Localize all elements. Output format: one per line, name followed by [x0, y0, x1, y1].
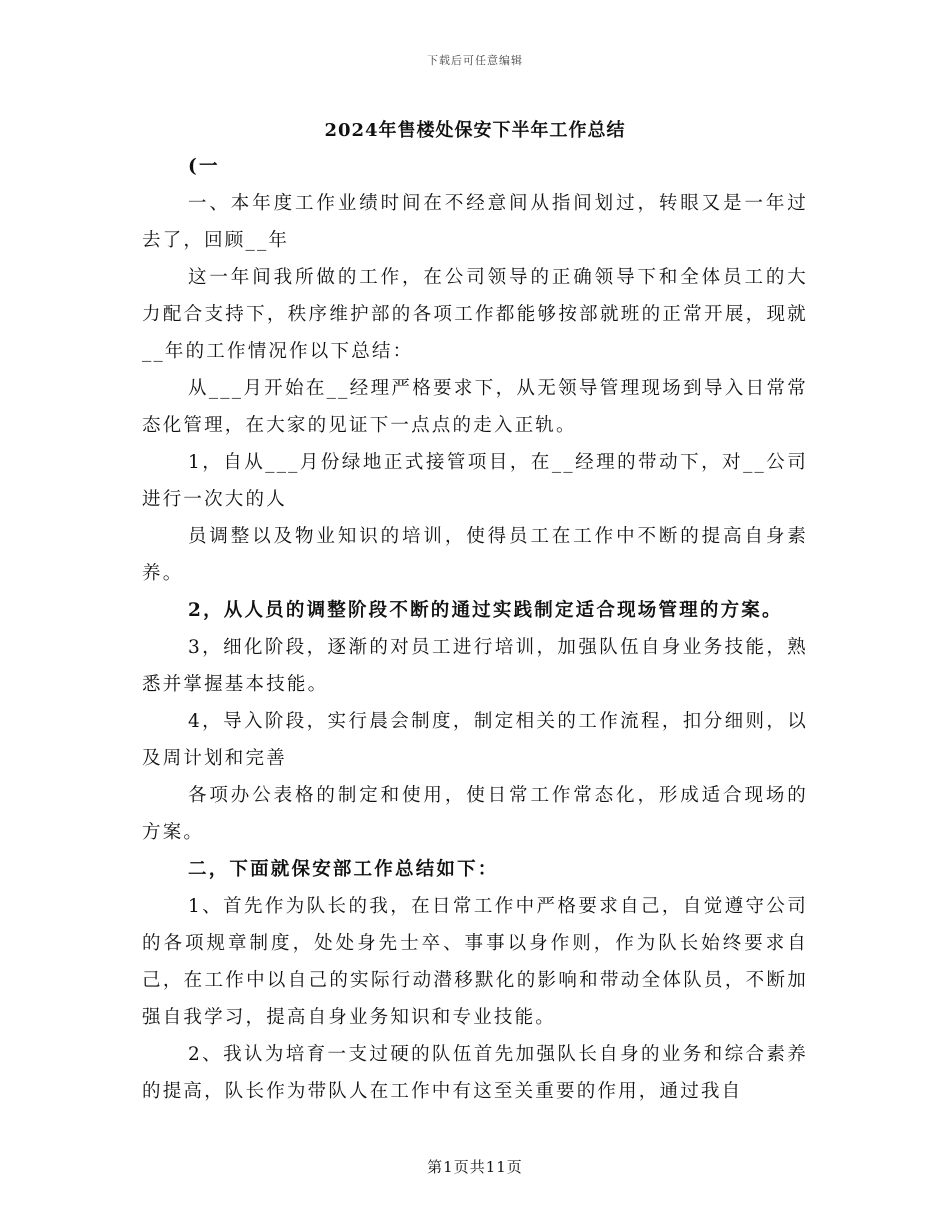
document-body — [142, 148, 808, 1110]
paragraph: 一、本年度工作业绩时间在不经意间从指间划过，转眼又是一年过去了，回顾__年 — [142, 193, 808, 251]
paragraph: 员调整以及物业知识的培训，使得员工在工作中不断的提高自身素养。 — [142, 526, 808, 584]
paragraph: 1、首先作为队长的我，在日常工作中严格要求自己，自觉遵守公司的各项规章制度，处处身先士卒、事事以身作则，作为队长始终要求自己，在工作中以自己的实际行动潜移默化的影响和带动全体队员，不断加强自我学习，提高自身业务知识和专业技能。 — [142, 896, 808, 1028]
paragraph: 各项办公表格的制定和使用，使日常工作常态化，形成适合现场的方案。 — [142, 785, 808, 843]
paragraph: 3，细化阶段，逐渐的对员工进行培训，加强队伍自身业务技能，熟悉并掌握基本技能。 — [142, 637, 808, 695]
paragraph: 2、我认为培育一支过硬的队伍首先加强队长自身的业务和综合素养的提高，队长作为带队人在工作中有这至关重要的作用，通过我自 — [142, 1044, 808, 1102]
paragraph: 2，从人员的调整阶段不断的通过实践制定适合现场管理的方案。 — [188, 600, 783, 621]
paragraph: 这一年间我所做的工作，在公司领导的正确领导下和全体员工的大力配合支持下，秩序维护部的各项工作都能够按部就班的正常开展，现就__年的工作情况作以下总结： — [142, 267, 808, 362]
paragraph: (一 — [188, 156, 220, 177]
paragraph: 从___月开始在__经理严格要求下，从无领导管理现场到导入日常常态化管理，在大家的见证下一点点的走入正轨。 — [142, 378, 808, 436]
header-note: 下载后可任意编辑 — [427, 54, 523, 67]
page-footer: 第1页共11页 — [427, 1158, 523, 1176]
paragraph: 1，自从___月份绿地正式接管项目，在__经理的带动下，对__公司进行一次大的人 — [142, 452, 808, 510]
document-title: 2024年售楼处保安下半年工作总结 — [324, 120, 626, 141]
paragraph: 二，下面就保安部工作总结如下： — [188, 859, 499, 880]
paragraph: 4，导入阶段，实行晨会制度，制定相关的工作流程，扣分细则，以及周计划和完善 — [142, 711, 808, 769]
